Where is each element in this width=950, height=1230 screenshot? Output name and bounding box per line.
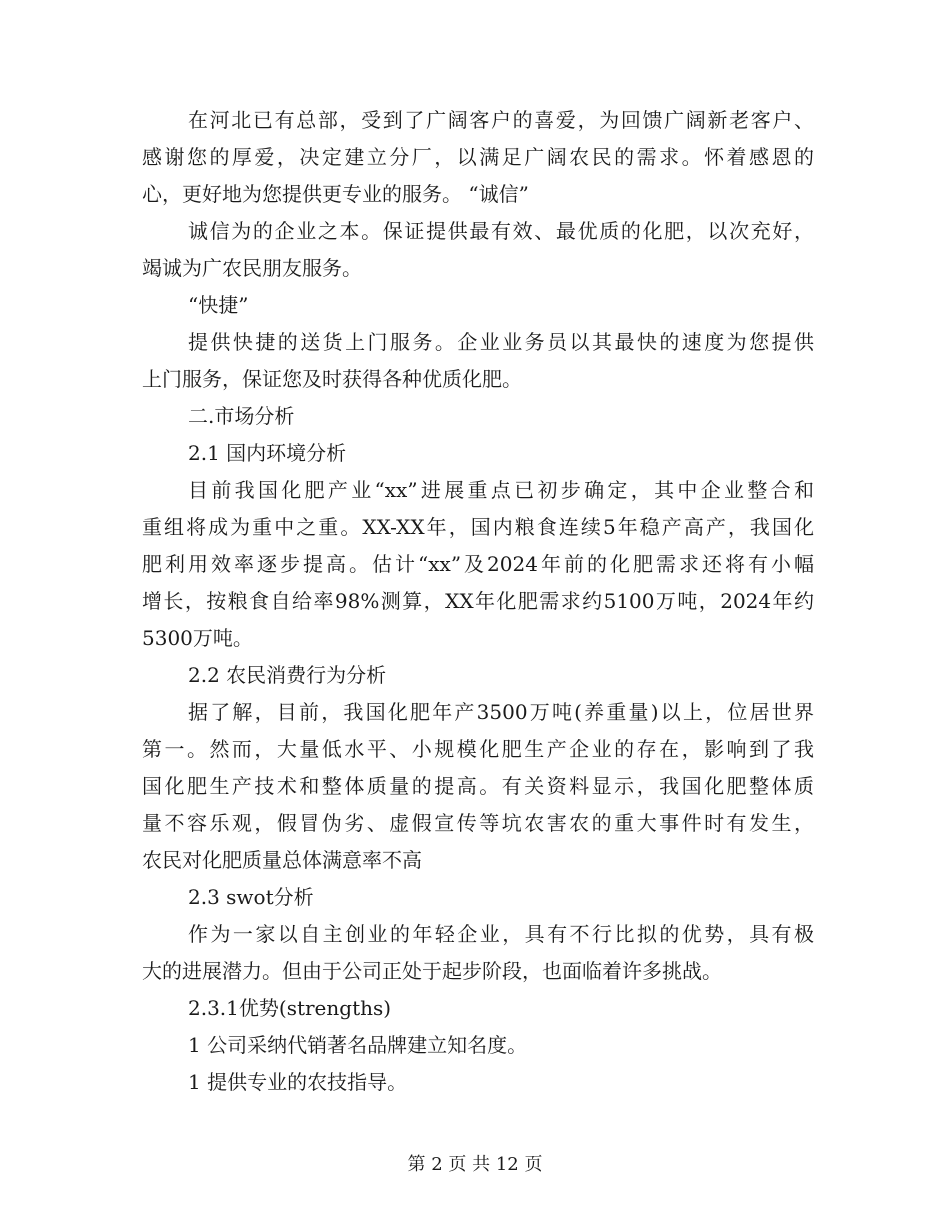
subsection-heading: 2.3 swot分析 <box>188 885 314 909</box>
paragraph-line: 提供快捷的送货上门服务。企业业务员以其最快的速度为您提供 <box>188 330 814 354</box>
document-body <box>142 102 814 1101</box>
list-item: 1 公司采纳代销著名品牌建立知名度。 <box>188 1033 528 1057</box>
subsection-heading: 2.3.1优势(strengths) <box>188 996 392 1020</box>
list-item: 1 提供专业的农技指导。 <box>188 1070 408 1094</box>
paragraph-line: 上门服务，保证您及时获得各种优质化肥。 <box>142 367 522 391</box>
paragraph-line: 诚信为的企业之本。保证提供最有效、最优质的化肥，以次充好， <box>188 219 814 243</box>
paragraph-line: 感谢您的厚爱，决定建立分厂，以满足广阔农民的需求。怀着感恩的 <box>142 145 814 169</box>
paragraph-line: 量不容乐观，假冒伪劣、虚假宣传等坑农害农的重大事件时有发生， <box>142 811 814 835</box>
page-number-footer: 第 2 页 共 12 页 <box>407 1154 543 1175</box>
paragraph-line: 竭诚为广农民朋友服务。 <box>142 256 362 280</box>
paragraph-line: 大的进展潜力。但由于公司正处于起步阶段，也面临着许多挑战。 <box>142 959 722 983</box>
paragraph-line: 国化肥生产技术和整体质量的提高。有关资料显示，我国化肥整体质 <box>142 774 814 798</box>
section-label: “快捷” <box>188 293 249 317</box>
paragraph-line: 目前我国化肥产业“xx”进展重点已初步确定，其中企业整合和 <box>188 478 814 502</box>
section-heading: 二.市场分析 <box>188 404 295 428</box>
paragraph-line: 肥利用效率逐步提高。估计“xx”及2024年前的化肥需求还将有小幅 <box>142 552 814 576</box>
paragraph-line: 农民对化肥质量总体满意率不高 <box>142 848 422 872</box>
subsection-heading: 2.1 国内环境分析 <box>188 441 347 465</box>
paragraph-line: 5300万吨。 <box>142 626 253 650</box>
paragraph-line: 据了解，目前，我国化肥年产3500万吨(养重量)以上，位居世界 <box>188 700 814 724</box>
paragraph-line: 第一。然而，大量低水平、小规模化肥生产企业的存在，影响到了我 <box>142 737 814 761</box>
subsection-heading: 2.2 农民消费行为分析 <box>188 663 387 687</box>
paragraph-line: 重组将成为重中之重。XX-XX年，国内粮食连续5年稳产高产，我国化 <box>142 515 814 539</box>
paragraph-line: 作为一家以自主创业的年轻企业，具有不行比拟的优势，具有极 <box>188 922 814 946</box>
paragraph-line: 在河北已有总部，受到了广阔客户的喜爱，为回馈广阔新老客户、 <box>188 108 814 132</box>
paragraph-line: 增长，按粮食自给率98%测算，XX年化肥需求约5100万吨，2024年约 <box>142 589 814 613</box>
paragraph-line: 心，更好地为您提供更专业的服务。 “诚信” <box>142 182 529 206</box>
